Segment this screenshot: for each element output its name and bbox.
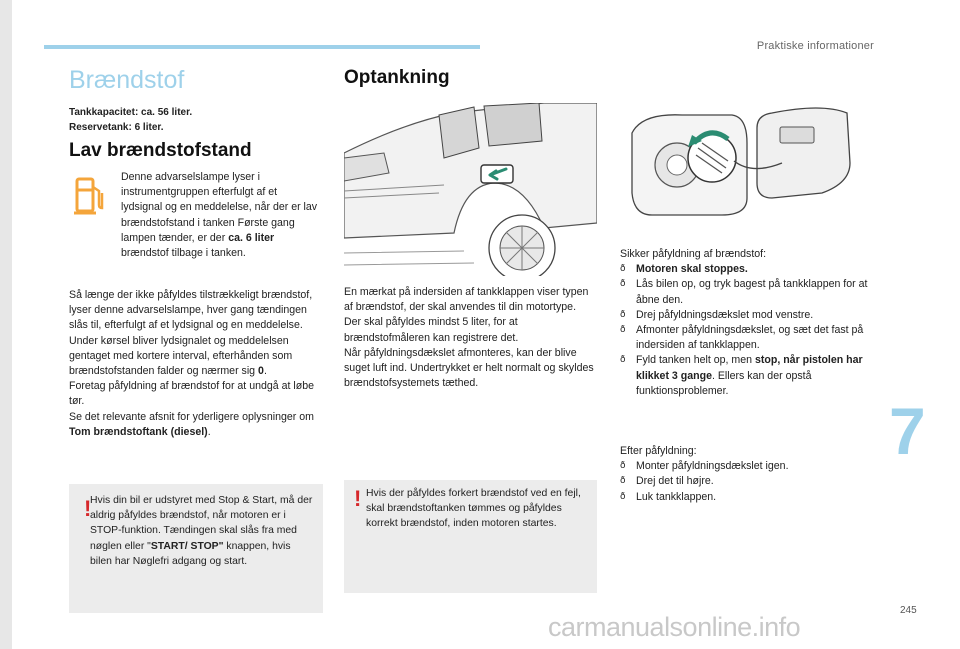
page-number: 245 [900,605,917,616]
refuel-heading: Optankning [344,67,450,88]
low-fuel-heading: Lav brændstofstand [69,140,252,161]
chapter-number: 7 [889,394,926,468]
tank-capacity: Tankkapacitet: ca. 56 liter. [69,107,193,118]
fuel-cap-illustration [622,103,856,218]
list-item: ð Drej det til højre. [620,474,880,489]
car-fuel-flap-illustration [344,103,597,276]
list-item: ð Drej påfyldningsdækslet mod venstre. [620,308,880,323]
watermark: carmanualsonline.info [548,612,801,642]
stop-start-warning-text: Hvis din bil er udstyret med Stop & Start, må der aldrig påfyldes brændstof, når motoren er i STOP-funktion. Tændingen skal slås fra med nøglen eller "START/ STOP" knappen, hvis bilen har Nøglefri adgang og start. [90,495,313,567]
warning-icon: ! [84,496,92,521]
header-bar [44,45,480,49]
list-item: ð Luk tankklappen. [620,490,880,505]
list-item: ð Lås bilen op, og tryk bagest på tankklappen for at åbne den. [620,277,880,307]
lamp-description: Denne advarselslampe lyser i instrumentgruppen efterfulgt af et lydsignal og en meddelelse, når der er lav brændstofstand i tanken Første gang lampen tænder, er der ca. 6 liter brændstof tilbage i tanken. [121,171,318,260]
list-item: ð Afmonter påfyldningsdækslet, og sæt det fast på indersiden af tankklappen. [620,323,880,353]
page-spine [0,0,12,649]
header-title: Praktiske informationer [756,40,874,52]
after-refuel-instructions: Efter påfyldning: ð Monter påfyldningsdækslet igen. ð Drej det til højre. ð Luk tankklappen. [620,444,880,505]
reserve-tank: Reservetank: 6 liter. [69,122,164,133]
safe-refuel-instructions: Sikker påfyldning af brændstof: ð Motoren skal stoppes. ð Lås bilen op, og tryk bagest på tankklappen for at åbne den. ð Drej påfyldningsdækslet mod venstre. ð Afmonter påfyldningsdækslet, og sæt det fast på indersiden af tankklappen. ð Fyld tanken helt op, men stop, når pistolen har klikket 3 gange. Ellers kan der opstå funktionsproblemer. [620,247,880,399]
list-item: ð Motoren skal stoppes. [620,262,880,277]
fuel-pump-icon [74,175,106,217]
list-item: ð Monter påfyldningsdækslet igen. [620,459,880,474]
warning-icon: ! [354,486,362,511]
low-fuel-body: Så længe der ikke påfyldes tilstrækkeligt brændstof, lyser denne advarselslampe, hver gang tændingen slås til, efterfulgt af et lydsignal og en meddelelse. Under kørsel bliver lydsignalet og meddelelsen gentaget med kortere interval, efterhånden som brændstofstanden falder og nærmer sig 0. Foretag påfyldning af brændstof for at undgå at løbe tør. Se det relevante afsnit for yderligere oplysninger om Tom brændstoftank (diesel). [69,289,314,438]
wrong-fuel-warning [344,480,597,593]
wrong-fuel-warning-text: Hvis der påfyldes forkert brændstof ved en fejl, skal brændstoftanken tømmes og påfyldes korrekt brændstof, inden motoren startes. [366,488,581,530]
stop-start-warning [69,484,323,613]
refuel-body: En mærkat på indersiden af tankklappen viser typen af brændstof, der skal anvendes til din motortype. Der skal påfyldes mindst 5 liter, for at brændstofmåleren kan registrere det. Når påfyldningsdækslet afmonteres, kan der blive suget luft ind. Undertrykket er helt normalt og skyldes brændstofsystemets tæthed. [344,286,594,390]
section-title: Brændstof [69,66,185,94]
list-item: ð Fyld tanken helt op, men stop, når pistolen har klikket 3 gange. Ellers kan der opstå funktionsproblemer. [620,353,880,399]
